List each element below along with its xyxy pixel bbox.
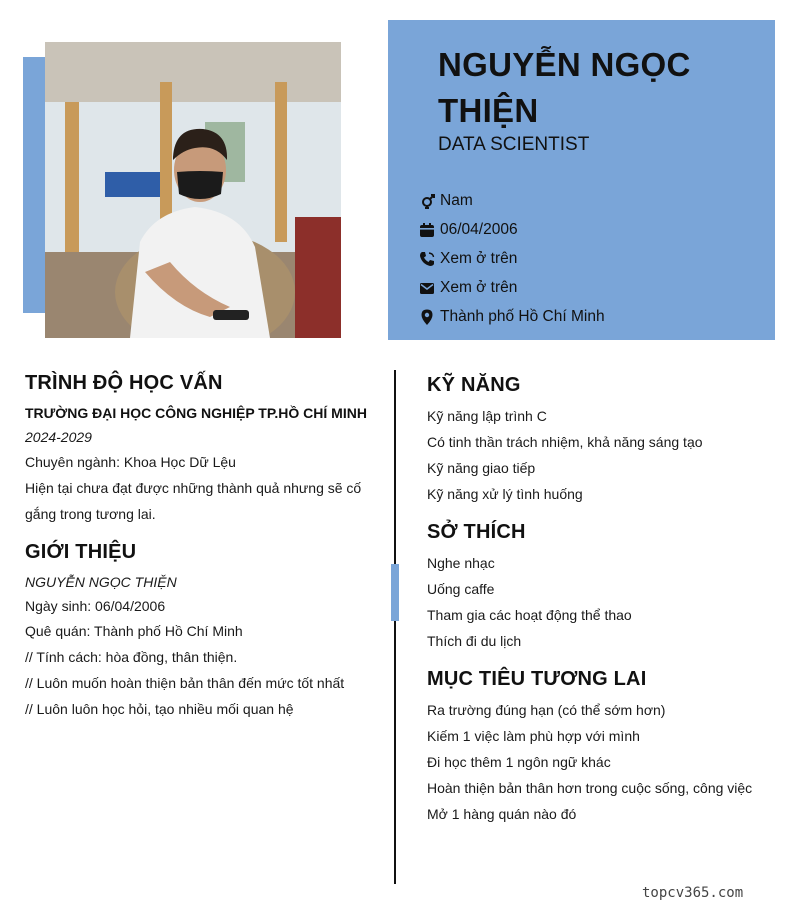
goal-item: Mở 1 hàng quán nào đó (427, 806, 577, 822)
header-panel (388, 20, 775, 340)
intro-line: // Luôn muốn hoàn thiện bản thân đến mức tốt nhất (25, 675, 345, 691)
skill-item: Kỹ năng giao tiếp (427, 460, 536, 476)
intro-line: Ngày sinh: 06/04/2006 (25, 598, 166, 614)
goals-section (427, 668, 772, 827)
skill-item: Kỹ năng xử lý tình huống (427, 486, 583, 502)
info-birthday (418, 215, 605, 244)
education-school: TRƯỜNG ĐẠI HỌC CÔNG NGHIỆP TP.HỒ CHÍ MINH (25, 405, 367, 421)
gender-icon (418, 192, 436, 210)
contact-info-list (418, 186, 605, 331)
right-column (427, 374, 772, 841)
skills-section (427, 374, 772, 507)
info-phone (418, 244, 605, 273)
intro-section (25, 541, 370, 722)
info-birthday-text: 06/04/2006 (440, 220, 518, 238)
job-title: DATA SCIENTIST (438, 134, 590, 155)
goal-item: Kiếm 1 việc làm phù hợp với mình (427, 728, 640, 744)
intro-title: GIỚI THIỆU (25, 541, 137, 563)
profile-photo (45, 42, 341, 338)
profile-photo-illustration (45, 42, 341, 338)
education-title: TRÌNH ĐỘ HỌC VẤN (25, 372, 223, 394)
info-email (418, 273, 605, 302)
full-name: NGUYỄN NGỌC THIỆN (438, 46, 691, 129)
location-icon (418, 308, 436, 326)
goal-item: Hoàn thiện bản thân hơn trong cuộc sống, công việc (427, 780, 753, 796)
info-location (418, 302, 605, 331)
intro-line: // Luôn luôn học hỏi, tạo nhiều mối quan hệ (25, 701, 294, 717)
skills-title: KỸ NĂNG (427, 374, 521, 396)
column-divider (394, 370, 396, 884)
intro-line: Quê quán: Thành phố Hồ Chí Minh (25, 623, 243, 639)
hobby-item: Uống caffe (427, 581, 495, 597)
skill-item: Có tinh thần trách nhiệm, khả năng sáng tạo (427, 434, 703, 450)
skill-item: Kỹ năng lập trình C (427, 408, 547, 424)
education-years: 2024-2029 (25, 429, 92, 445)
calendar-icon (418, 221, 436, 239)
hobbies-section (427, 521, 772, 654)
left-column (25, 372, 370, 736)
info-gender (418, 186, 605, 215)
info-phone-text: Xem ở trên (440, 249, 518, 267)
info-gender-text: Nam (440, 191, 473, 209)
education-major: Chuyên ngành: Khoa Học Dữ Lệu (25, 454, 236, 470)
hobby-item: Tham gia các hoạt động thể thao (427, 607, 632, 623)
goals-title: MỤC TIÊU TƯƠNG LAI (427, 668, 647, 690)
phone-icon (418, 250, 436, 268)
info-location-text: Thành phố Hồ Chí Minh (440, 307, 605, 325)
education-section (25, 372, 370, 527)
education-note: Hiện tại chưa đạt được những thành quả nhưng sẽ cố gắng trong tương lai. (25, 480, 362, 522)
intro-line: // Tính cách: hòa đồng, thân thiện. (25, 649, 238, 665)
email-icon (418, 279, 436, 297)
hobbies-title: SỞ THÍCH (427, 521, 526, 543)
hobby-item: Nghe nhạc (427, 555, 495, 571)
goal-item: Ra trường đúng hạn (có thể sớm hơn) (427, 702, 666, 718)
divider-accent (391, 564, 399, 621)
intro-name: NGUYỄN NGỌC THIỆN (25, 574, 177, 590)
watermark: topcv365.com (642, 885, 744, 901)
info-email-text: Xem ở trên (440, 278, 518, 296)
hobby-item: Thích đi du lịch (427, 633, 522, 649)
goal-item: Đi học thêm 1 ngôn ngữ khác (427, 754, 611, 770)
